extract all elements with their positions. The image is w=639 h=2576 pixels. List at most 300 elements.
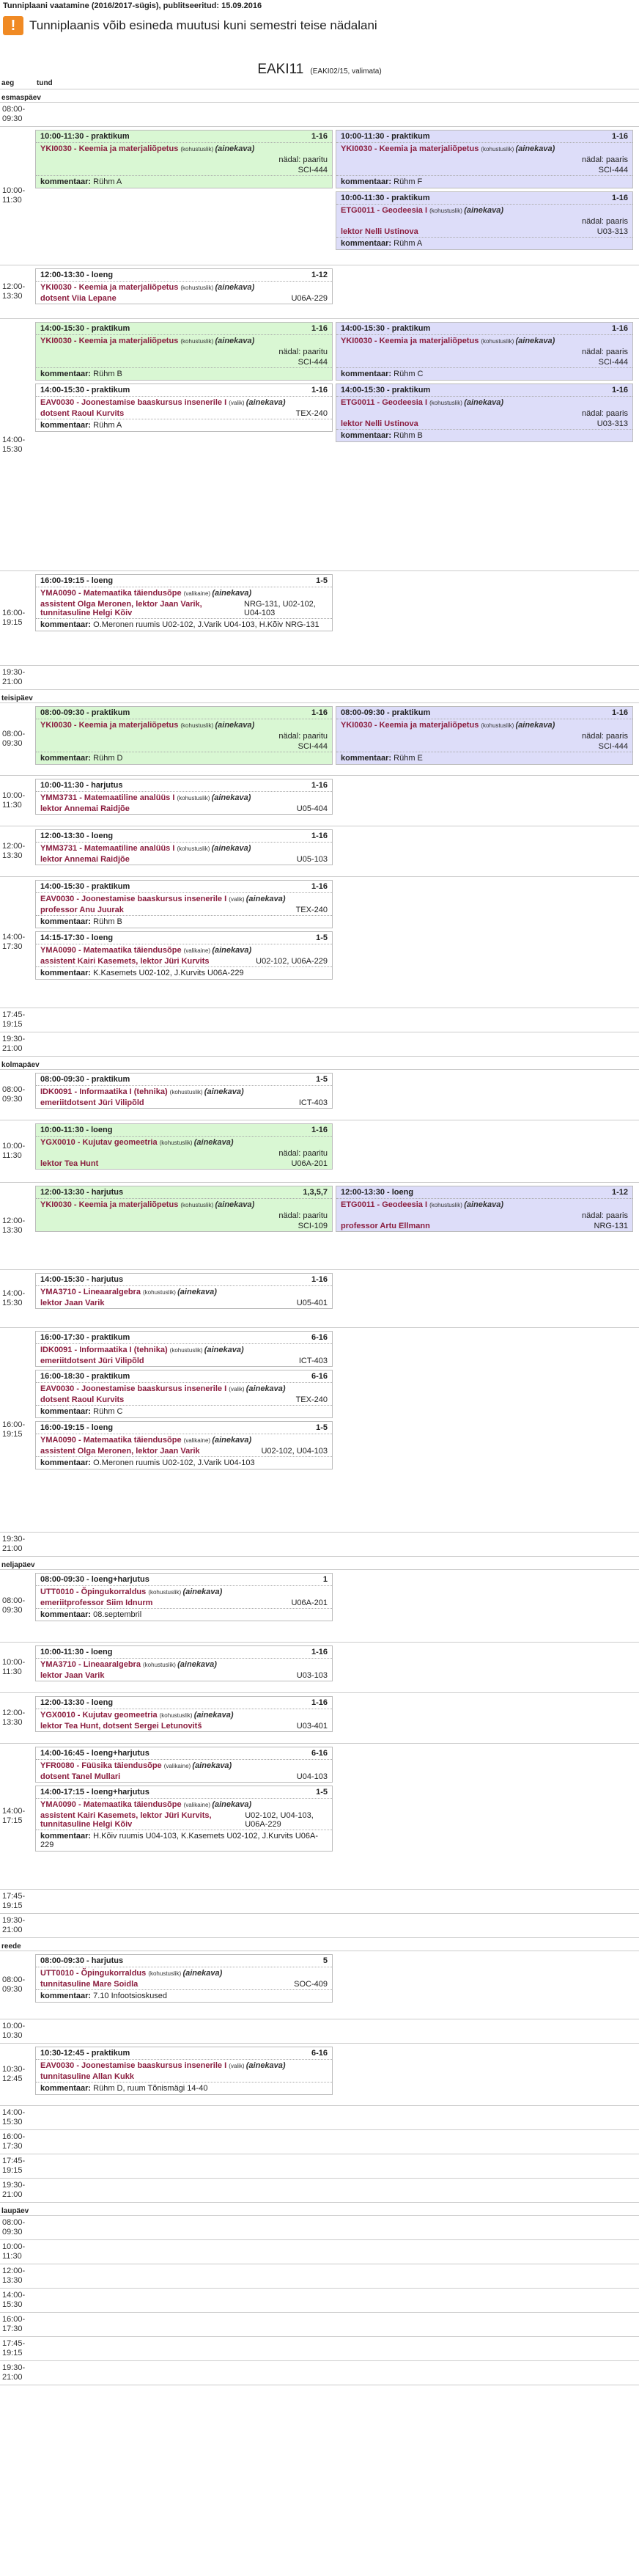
lecturer[interactable]: assistent Kairi Kasemets, lektor Jüri Kurvits [40,957,210,966]
room: SCI-444 [598,358,628,367]
slot-column [34,2044,334,2105]
course-name[interactable] [36,1586,332,1598]
course-name[interactable] [36,893,332,905]
lecturer[interactable]: lektor Tea Hunt, dotsent Sergei Letunovitš [40,1722,202,1731]
course-kind: (kohustuslik) [429,208,465,214]
course-name[interactable] [36,282,332,293]
event-header [336,131,632,143]
course-code[interactable]: UTT0010 - Õpingukorraldus [40,1588,149,1596]
course-code[interactable]: ETG0011 - Geodeesia I [341,398,430,407]
slot-time: 14:00- 15:30 [2,1289,26,1307]
week-parity: nädal: paaritu [278,1211,328,1220]
event-comment [336,752,632,764]
slot-column [34,1951,334,2019]
course-type: (ainekava) [204,1087,244,1096]
slot-time: 17:45- 19:15 [2,1010,26,1029]
slot-columns [34,571,639,665]
lecturer-room-row [36,1356,332,1366]
slot-time: 12:00- 13:30 [2,1709,26,1727]
course-name[interactable] [36,1799,332,1810]
slot-time: 19:30- 21:00 [2,2363,26,2382]
course-name[interactable] [336,397,632,408]
class-event[interactable] [35,268,333,304]
course-type: (ainekava) [211,844,251,853]
class-event[interactable] [336,384,633,442]
course-name[interactable] [36,1137,332,1148]
lecturer-room-row [36,599,332,618]
comment-text: 7.10 Infootsioskused [93,1992,168,2000]
event-weeks: 1,3,5,7 [303,1188,328,1197]
event-time: 08:00-09:30 - loeng+harjutus [40,1575,149,1584]
event-comment [36,966,332,979]
event-weeks: 1-16 [611,708,628,717]
week-parity: nädal: paaris [582,1211,628,1220]
comment-label: kommentaar: [341,177,394,186]
course-name[interactable] [36,397,332,408]
lecturer[interactable]: dotsent Tanel Mullari [40,1772,121,1781]
event-comment [36,618,332,631]
slot-time: 10:00- 11:30 [2,791,26,810]
course-name[interactable] [36,1286,332,1298]
course-code[interactable]: YFR0080 - Füüsika täiendusõpe [40,1761,164,1770]
course-type: (ainekava) [515,337,555,345]
slot-column [34,1693,334,1743]
class-event[interactable] [336,322,633,381]
slot-columns [34,265,639,318]
slot-time: 08:00- 09:30 [2,1596,26,1615]
comment-label: kommentaar: [40,1458,94,1467]
slot-time: 08:00- 09:30 [2,1085,26,1104]
course-code[interactable]: YKI0030 - Keemia ja materjaliõpetus [40,144,181,153]
course-type: (ainekava) [464,398,503,407]
course-name[interactable] [336,335,632,347]
course-code[interactable]: YMA0090 - Matemaatika täiendusõpe [40,1800,184,1809]
event-header [36,1422,332,1434]
time-slot [0,2105,639,2130]
lecturer[interactable]: lektor Jaan Varik [40,1671,105,1680]
slot-columns [34,1533,639,1556]
slot-time: 14:00- 15:30 [2,2291,26,2309]
course-name[interactable] [36,1086,332,1098]
slot-columns [34,2154,639,2178]
event-time: 08:00-09:30 - praktikum [40,708,130,717]
lecturer-room-row [336,227,632,237]
lecturer[interactable]: lektor Annemai Raidjõe [40,804,130,813]
lecturer-room-row [336,1221,632,1231]
event-header [36,881,332,893]
event-header [36,269,332,282]
event-time: 14:00-15:30 - praktikum [40,386,130,395]
slot-columns [34,1120,639,1182]
time-slot [0,1642,639,1693]
lecturer-room-row [336,741,632,752]
course-name[interactable] [336,719,632,731]
course-code[interactable]: IDK0091 - Informaatika I (tehnika) [40,1346,170,1354]
slot-columns [34,1643,639,1692]
room: U05-103 [296,855,328,864]
course-type: (ainekava) [193,1138,234,1147]
room: SOC-409 [294,1980,328,1989]
course-code[interactable]: YKI0030 - Keemia ja materjaliõpetus [341,144,481,153]
room: U05-404 [296,804,328,813]
lecturer-room-row [36,1298,332,1308]
event-time: 10:00-11:30 - praktikum [40,132,130,141]
course-code[interactable]: IDK0091 - Informaatika I (tehnika) [40,1087,170,1096]
class-event[interactable] [35,829,333,865]
course-kind: (kohustuslik) [159,1712,194,1719]
slot-column [34,265,334,318]
slot-time: 10:00- 11:30 [2,1142,26,1160]
slot-time: 16:00- 17:30 [2,2132,26,2151]
course-name[interactable] [36,1659,332,1670]
slot-time: 19:30- 21:00 [2,2181,26,2199]
event-comment [336,367,632,380]
room: U06A-201 [291,1599,328,1607]
slot-time: 14:00- 17:30 [2,933,26,951]
class-event[interactable] [35,1123,333,1170]
comment-text: Rühm B [93,917,122,926]
lecturer-room-row [36,408,332,419]
course-type: (ainekava) [515,144,555,153]
course-code[interactable]: YMA0090 - Matemaatika täiendusõpe [40,589,184,598]
lecturer[interactable]: emeriitprofessor Siim Idnurm [40,1599,153,1607]
course-name[interactable] [36,1383,332,1395]
course-type: (ainekava) [245,398,286,407]
comment-label: kommentaar: [40,1407,94,1416]
class-event[interactable] [336,706,633,765]
comment-text: 08.septembril [93,1610,142,1619]
event-time: 08:00-09:30 - harjutus [40,1956,124,1965]
course-code[interactable]: YKI0030 - Keemia ja materjaliõpetus [341,337,481,345]
lecturer[interactable]: tunnitasuline Allan Kukk [40,2072,134,2081]
event-weeks: 1-16 [311,132,328,141]
class-event[interactable] [35,1573,333,1621]
course-kind: (valik) [229,896,246,903]
week-parity: nädal: paaritu [278,155,328,164]
course-name[interactable] [36,1199,332,1211]
lecturer[interactable]: assistent Olga Meronen, lektor Jaan Varik [40,1447,200,1456]
event-header [336,1186,632,1199]
class-event[interactable] [336,191,633,250]
class-event[interactable] [35,779,333,815]
warning-text: Tunniplaanis võib esineda muutusi kuni semestri teise nädalani [29,18,377,32]
course-type: (ainekava) [245,1384,286,1393]
slot-columns [34,2264,639,2288]
class-event[interactable] [35,1421,333,1469]
class-event[interactable] [35,1273,333,1309]
event-header [36,2047,332,2060]
slot-columns [34,2179,639,2202]
course-code[interactable]: YGX0010 - Kujutav geomeetria [40,1711,160,1720]
time-slot [0,2360,639,2385]
slot-columns [34,1328,639,1532]
lecturer[interactable]: dotsent Viia Lepane [40,294,117,303]
course-name[interactable] [36,1760,332,1772]
course-kind: (kohustuslik) [143,1289,178,1296]
class-event[interactable] [35,1954,333,2003]
slot-column [334,319,635,570]
course-name[interactable] [36,1709,332,1721]
room: U05-401 [296,1299,328,1307]
event-comment [336,175,632,188]
event-time: 16:00-19:15 - loeng [40,576,114,585]
course-name[interactable] [36,1344,332,1356]
week-parity: nädal: paaritu [278,348,328,356]
event-header [36,1074,332,1086]
week-parity: nädal: paaris [582,732,628,741]
course-kind: (valikaine) [163,1763,193,1769]
slot-column [34,1328,334,1532]
slot-columns [34,1693,639,1743]
course-code[interactable]: YMA3710 - Lineaaralgebra [40,1288,144,1296]
comment-label: kommentaar: [40,620,94,629]
slot-column [34,703,334,775]
slot-columns [34,2216,639,2239]
slot-time: 10:00- 11:30 [2,186,26,205]
slot-time: 12:00- 13:30 [2,2267,26,2285]
lecturer-room-row [36,1098,332,1108]
time-slot [0,2336,639,2361]
slot-time: 16:00- 19:15 [2,609,26,627]
class-event[interactable] [35,880,333,928]
time-slot [0,570,639,666]
event-header [336,192,632,205]
time-slot [0,1692,639,1744]
time-slot [0,2288,639,2313]
class-event[interactable] [35,1073,333,1109]
class-event[interactable] [35,322,333,381]
class-event[interactable] [35,384,333,432]
event-time: 14:00-15:30 - praktikum [341,324,431,333]
course-code[interactable]: YKI0030 - Keemia ja materjaliõpetus [40,283,181,292]
event-time: 12:00-13:30 - loeng [341,1188,414,1197]
room: SCI-444 [598,742,628,751]
course-kind: (kohustuslik) [481,146,516,153]
week-parity-row [336,1211,632,1221]
lecturer-room-row [36,956,332,966]
course-name[interactable] [36,143,332,155]
slot-time: 19:30- 21:00 [2,668,26,686]
week-parity-row [336,408,632,419]
course-name[interactable] [36,719,332,731]
class-event[interactable] [35,1331,333,1367]
class-event[interactable] [35,574,333,631]
time-slot [0,2264,639,2289]
time-slot [0,102,639,127]
day-header: esmaspäev [1,94,41,102]
course-name[interactable] [36,843,332,854]
slot-columns [34,2044,639,2105]
day-header: reede [1,1942,21,1951]
lecturer[interactable]: lektor Annemai Raidjõe [40,855,130,864]
room: TEX-240 [295,1395,328,1404]
event-comment [336,237,632,249]
class-event[interactable] [35,1186,333,1232]
event-header [36,1747,332,1760]
event-weeks: 1-16 [311,1126,328,1134]
slot-time: 17:45- 19:15 [2,1892,26,1910]
course-code[interactable]: YMM3731 - Matemaatiline analüüs I [40,793,177,802]
course-kind: (valik) [229,2063,246,2069]
class-event[interactable] [35,2047,333,2095]
slot-column [34,826,334,876]
class-event[interactable] [35,931,333,980]
course-type: (ainekava) [182,1969,223,1978]
slot-columns [34,1570,639,1642]
course-type: (ainekava) [177,1660,217,1669]
lecturer[interactable]: lektor Tea Hunt [40,1159,99,1168]
course-code[interactable]: EAV0030 - Joonestamise baaskursus insenerile I [40,1384,229,1393]
class-event[interactable] [35,1786,333,1852]
event-weeks: 6-16 [311,2049,328,2058]
event-header [36,1124,332,1137]
course-name[interactable] [336,1199,632,1211]
course-code[interactable]: YKI0030 - Keemia ja materjaliõpetus [40,1200,181,1209]
lecturer[interactable]: lektor Jaan Varik [40,1299,105,1307]
lecturer-room-row [36,905,332,915]
course-name[interactable] [36,587,332,599]
event-time: 14:00-15:30 - harjutus [40,1275,124,1284]
lecturer-room-row [36,854,332,865]
lecturer-room-row [336,357,632,367]
course-code[interactable]: YMA0090 - Matemaatika täiendusõpe [40,1436,184,1445]
event-comment [36,1456,332,1469]
col-time-header: aeg [1,79,15,87]
course-name[interactable] [36,335,332,347]
comment-text: Rühm B [394,431,423,440]
lecturer[interactable]: professor Anu Juurak [40,906,124,914]
event-time: 10:00-11:30 - loeng [40,1126,113,1134]
course-name[interactable] [36,1434,332,1446]
course-code[interactable]: YMM3731 - Matemaatiline analüüs I [40,844,177,853]
lecturer-room-row [36,1446,332,1456]
course-code[interactable]: YMA3710 - Lineaaralgebra [40,1660,144,1669]
course-kind: (valikaine) [183,1802,213,1808]
lecturer[interactable]: assistent Kairi Kasemets, lektor Jüri Kurvits, tunnitasuline Helgi Kõiv [40,1811,212,1829]
slot-column [34,1643,334,1692]
event-comment [36,1989,332,2002]
time-slot [0,1743,639,1890]
course-kind: (kohustuslik) [429,1202,465,1208]
lecturer[interactable]: dotsent Raoul Kurvits [40,1395,125,1404]
course-name[interactable] [36,792,332,804]
day-header: teisipäev [1,694,33,702]
comment-text: Rühm C [93,1407,123,1416]
course-kind: (kohustuslik) [180,285,215,291]
course-code[interactable]: EAV0030 - Joonestamise baaskursus insenerile I [40,895,229,903]
lecturer[interactable]: lektor Nelli Ustinova [341,227,418,236]
event-time: 12:00-13:30 - loeng [40,1698,114,1707]
comment-label: kommentaar: [341,431,394,440]
course-type: (ainekava) [177,1288,217,1296]
event-weeks: 1-16 [311,832,328,840]
comment-label: kommentaar: [40,1832,94,1841]
course-code[interactable]: ETG0011 - Geodeesia I [341,206,430,215]
event-comment [36,1405,332,1417]
course-code[interactable]: EAV0030 - Joonestamise baaskursus insenerile I [40,398,229,407]
event-weeks: 1-16 [311,1648,328,1656]
course-name[interactable] [36,944,332,956]
slot-columns [34,2361,639,2385]
class-event[interactable] [35,130,333,188]
lecturer[interactable]: emeriitdotsent Jüri Vilipõld [40,1357,144,1365]
course-code[interactable]: ETG0011 - Geodeesia I [341,1200,430,1209]
time-slot [0,2215,639,2240]
event-weeks: 1-16 [311,882,328,891]
comment-text: Rühm A [394,239,423,248]
course-code[interactable]: YKI0030 - Keemia ja materjaliõpetus [40,721,181,730]
course-name[interactable] [36,1967,332,1979]
class-event[interactable] [35,1645,333,1681]
class-event[interactable] [35,706,333,765]
day-header: laupäev [1,2207,29,2215]
room: U02-102, U04-103, U06A-229 [245,1811,314,1829]
lecturer[interactable]: emeriitdotsent Jüri Vilipõld [40,1098,144,1107]
slot-columns [34,2337,639,2360]
time-slot [0,126,639,265]
class-event[interactable] [336,1186,633,1232]
room: SCI-444 [298,742,328,751]
event-weeks: 6-16 [311,1749,328,1758]
time-slot [0,1951,639,2019]
course-code[interactable]: YGX0010 - Kujutav geomeetria [40,1138,160,1147]
course-code[interactable]: YKI0030 - Keemia ja materjaliõpetus [40,337,181,345]
course-code[interactable]: UTT0010 - Õpingukorraldus [40,1969,149,1978]
event-header [36,1574,332,1586]
lecturer[interactable]: lektor Nelli Ustinova [341,419,418,428]
slot-column [34,1183,334,1269]
comment-text: H.Kõiv ruumis U04-103, K.Kasemets U02-102, J.Kurvits U06A-229 [40,1832,319,1849]
lecturer[interactable]: tunnitasuline Mare Soidla [40,1980,138,1989]
slot-columns [34,1270,639,1327]
lecturer[interactable]: assistent Olga Meronen, lektor Jaan Varik, tunnitasuline Helgi Kõiv [40,600,202,617]
week-parity-row [36,155,332,165]
course-code[interactable]: YMA0090 - Matemaatika täiendusõpe [40,946,184,955]
slot-columns [34,1890,639,1913]
course-name[interactable] [336,205,632,216]
course-code[interactable]: EAV0030 - Joonestamise baaskursus insenerile I [40,2061,229,2070]
page-header-line: Tunniplaani vaatamine (2016/2017-sügis), publitseeritud: 15.09.2016 [3,1,262,10]
lecturer-room-row [36,293,332,304]
comment-label: kommentaar: [40,917,94,926]
week-parity: nädal: paaris [582,348,628,356]
lecturer-room-row [36,1159,332,1169]
comment-label: kommentaar: [40,2084,94,2093]
course-code[interactable]: YKI0030 - Keemia ja materjaliõpetus [341,721,481,730]
class-event[interactable] [35,1370,333,1418]
class-event[interactable] [336,130,633,188]
event-weeks: 1-16 [311,1698,328,1707]
event-time: 14:00-15:30 - praktikum [40,324,130,333]
lecturer[interactable]: dotsent Raoul Kurvits [40,409,125,418]
class-event[interactable] [35,1696,333,1732]
slot-time: 14:00- 15:30 [2,2108,26,2127]
lecturer-room-row [36,741,332,752]
class-event[interactable] [35,1747,333,1783]
event-header [36,932,332,944]
room: SCI-444 [298,166,328,175]
room: TEX-240 [295,906,328,914]
course-name[interactable] [336,143,632,155]
lecturer[interactable]: professor Artu Ellmann [341,1222,430,1230]
slot-time: 10:00- 11:30 [2,2242,26,2261]
slot-columns [34,1008,639,1032]
time-slot [0,1269,639,1328]
group-name: EAKI11 [257,62,304,77]
course-name[interactable] [36,2060,332,2072]
lecturer-room-row [36,1772,332,1782]
course-kind: (kohustuslik) [481,722,516,729]
